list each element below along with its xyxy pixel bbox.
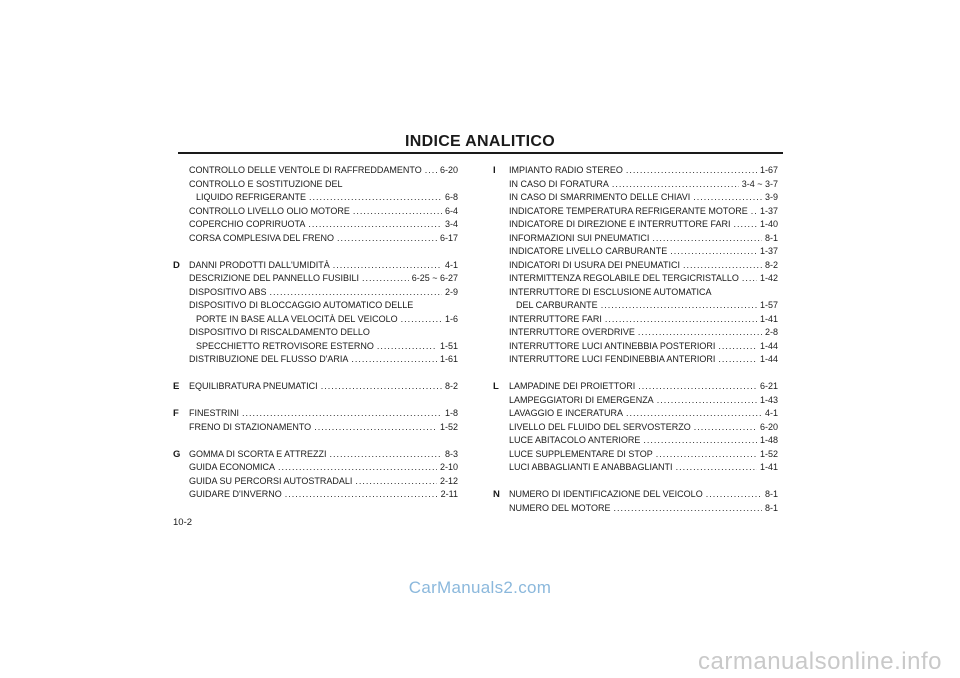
index-letter: E [173,381,180,392]
index-entry [509,272,778,286]
index-group [493,164,778,367]
page-number: 10-2 [173,517,193,528]
index-entry [189,421,458,435]
entry-page: 1-52 [439,421,458,432]
index-column-left [173,164,458,515]
entry-page: 1-41 [759,313,778,324]
entry-page: 2-9 [444,286,458,297]
dot-leader [612,178,739,192]
index-entry [509,488,778,502]
entry-text: GOMMA DI SCORTA E ATTREZZI [189,448,327,459]
index-entry [189,488,458,502]
entry-page: 1-44 [759,354,778,364]
dot-leader [683,259,762,273]
entry-page: 8-3 [444,448,458,459]
entry-page: 1-51 [439,340,458,351]
dot-leader [351,353,437,367]
index-entry [189,353,458,367]
entry-page: 2-8 [764,327,778,337]
entry-text: IMPIANTO RADIO STEREO [509,165,623,175]
entry-text: FINESTRINI [189,408,240,418]
entry-page: 1-48 [759,435,778,445]
entry-page: 8-1 [764,502,778,513]
entry-text: INDICATORE LIVELLO CARBURANTE [509,246,668,256]
index-entry [189,191,458,205]
index-entry [189,218,458,232]
entry-text: DEL CARBURANTE [516,300,598,310]
entry-text: LIVELLO DEL FLUIDO DEL SERVOSTERZO [509,421,691,432]
entry-text: CONTROLLO LIVELLO OLIO MOTORE [189,205,350,216]
index-entry [189,178,458,192]
index-group [493,488,778,515]
entry-text: INDICATORI DI USURA DEI PNEUMATICI [509,259,681,270]
index-entry [189,380,458,394]
dot-leader [614,502,762,516]
entry-text: NUMERO DEL MOTORE [509,502,611,513]
entry-page: 8-2 [444,381,458,391]
index-entry [189,286,458,300]
dot-leader [337,232,437,246]
index-entry [189,205,458,219]
index-group [173,380,458,394]
dot-leader [309,191,442,205]
index-entry [509,434,778,448]
dot-leader [638,380,757,394]
index-entry [189,326,458,340]
entry-text: DISPOSITIVO DI RISCALDAMENTO DELLO [189,327,370,337]
entry-text: GUIDA ECONOMICA [189,462,276,472]
entry-text: INTERRUTTORE FARI [509,313,602,324]
dot-leader [355,475,437,489]
index-letter: D [173,259,180,271]
entry-text: GUIDA SU PERCORSI AUTOSTRADALI [189,475,353,486]
dot-leader [656,448,757,462]
dot-leader [742,272,757,286]
entry-text: IN CASO DI SMARRIMENTO DELLE CHIAVI [509,192,691,202]
entry-page: 1-6 [444,313,458,324]
index-entry [509,461,778,475]
dot-leader [321,380,442,394]
entry-page: 1-57 [759,300,778,310]
page-title: INDICE ANALITICO [405,133,555,150]
dot-leader [353,205,442,219]
index-letter: G [173,448,181,460]
entry-page: 1-52 [759,448,778,459]
entry-text: LAMPADINE DEI PROIETTORI [509,381,636,391]
index-entry [509,448,778,462]
entry-page: 6-20 [439,165,458,175]
dot-leader [694,421,757,435]
entry-text: DANNI PRODOTTI DALL'UMIDITÀ [189,259,330,270]
index-entry [189,232,458,246]
dot-leader [693,191,762,205]
entry-page: 6-17 [439,232,458,243]
title-rule [178,152,783,154]
dot-leader [605,313,757,327]
index-entry [189,164,458,178]
entry-text: DISTRIBUZIONE DEL FLUSSO D'ARIA [189,354,349,364]
entry-page: 8-1 [764,489,778,499]
dot-leader [270,286,442,300]
dot-leader [330,448,442,462]
dot-leader [333,259,442,273]
entry-text: INTERRUTTORE LUCI FENDINEBBIA ANTERIORI [509,354,716,364]
index-entry [509,218,778,232]
index-group [173,448,458,502]
dot-leader [643,434,757,448]
entry-page: 6-20 [759,421,778,432]
dot-leader [242,407,442,421]
index-entry [189,340,458,354]
entry-text: LUCI ABBAGLIANTI E ANABBAGLIANTI [509,462,673,472]
index-entry [509,259,778,273]
entry-page: 1-8 [444,408,458,418]
entry-page: 4-1 [764,408,778,418]
entry-page: 4-1 [444,259,458,270]
index-entry [189,299,458,313]
dot-leader [626,407,762,421]
index-letter: I [493,165,496,176]
entry-text: INDICATORE TEMPERATURA REFRIGERANTE MOTORE [509,205,748,216]
dot-leader [676,461,757,475]
dot-leader [308,218,442,232]
dot-leader [401,313,442,327]
entry-page: 6-25 ~ 6-27 [411,273,458,283]
index-letter: N [493,489,500,500]
index-entry [509,353,778,367]
index-entry [189,475,458,489]
entry-text: INTERRUTTORE LUCI ANTINEBBIA POSTERIORI [509,340,716,351]
entry-page: 6-21 [759,381,778,391]
dot-leader [425,164,437,178]
index-entry [509,299,778,313]
entry-page: 1-37 [759,205,778,216]
entry-text: GUIDARE D'INVERNO [189,489,282,499]
entry-page: 3-4 ~ 3-7 [741,178,778,189]
entry-page: 8-2 [764,259,778,270]
index-entry [509,340,778,354]
entry-page: 1-67 [759,165,778,175]
entry-page: 6-8 [444,192,458,202]
carmanuals-watermark[interactable]: CarManuals2.com [408,578,552,597]
entry-page: 2-10 [439,462,458,472]
index-entry [189,461,458,475]
index-entry [509,313,778,327]
dot-leader [718,340,757,354]
index-entry [509,205,778,219]
entry-text: CONTROLLO E SOSTITUZIONE DEL [189,178,343,189]
index-entry [509,407,778,421]
entry-text: PORTE IN BASE ALLA VELOCITÀ DEL VEICOLO [196,313,398,324]
entry-page: 2-12 [439,475,458,486]
index-entry [509,421,778,435]
dot-leader [670,245,757,259]
entry-text: LIQUIDO REFRIGERANTE [196,192,307,202]
dot-leader [751,205,757,219]
index-entry [189,272,458,286]
entry-text: CONTROLLO DELLE VENTOLE DI RAFFREDDAMENTO [189,165,422,175]
entry-text: INDICATORE DI DIREZIONE E INTERRUTTORE FARI [509,219,731,229]
entry-page: 2-11 [440,489,458,499]
entry-text: LUCE SUPPLEMENTARE DI STOP [509,448,653,459]
entry-page: 1-61 [439,354,458,364]
index-entry [509,245,778,259]
dot-leader [638,326,762,340]
entry-text: DESCRIZIONE DEL PANNELLO FUSIBILI [189,273,360,283]
entry-text: INTERRUTTORE DI ESCLUSIONE AUTOMATICA [509,286,712,297]
dot-leader [278,461,437,475]
entry-page: 1-43 [759,394,778,405]
dot-leader [734,218,757,232]
index-group [173,407,458,434]
entry-text: NUMERO DI IDENTIFICAZIONE DEL VEICOLO [509,489,703,499]
index-entry [509,394,778,408]
dot-leader [601,299,757,313]
index-entry [509,191,778,205]
index-letter: L [493,381,499,392]
entry-page: 3-9 [764,192,778,202]
entry-text: CORSA COMPLESIVA DEL FRENO [189,232,335,243]
entry-page: 6-4 [444,205,458,216]
index-group [173,259,458,367]
entry-text: LAMPEGGIATORI DI EMERGENZA [509,394,654,405]
entry-text: INTERRUTTORE OVERDRIVE [509,327,635,337]
entry-page: 8-1 [764,232,778,243]
entry-page: 1-44 [759,340,778,351]
index-entry [509,502,778,516]
dot-leader [626,164,757,178]
index-entry [509,326,778,340]
index-entry [509,380,778,394]
dot-leader [652,232,762,246]
index-entry [189,313,458,327]
index-entry [509,178,778,192]
entry-page: 1-37 [759,246,778,256]
entry-text: INFORMAZIONI SUI PNEUMATICI [509,232,650,243]
index-column-right [493,164,778,529]
index-entry [189,259,458,273]
entry-text: INTERMITTENZA REGOLABILE DEL TERGICRISTALLO [509,273,739,283]
dot-leader [314,421,437,435]
entry-text: LAVAGGIO E INCERATURA [509,408,624,418]
entry-page: 1-42 [759,273,778,283]
index-entry [509,164,778,178]
entry-text: DISPOSITIVO ABS [189,286,267,297]
dot-leader [362,272,409,286]
entry-text: FRENO DI STAZIONAMENTO [189,421,312,432]
entry-text: IN CASO DI FORATURA [509,178,609,189]
index-entry [509,286,778,300]
dot-leader [657,394,757,408]
entry-text: DISPOSITIVO DI BLOCCAGGIO AUTOMATICO DELLE [189,300,414,310]
entry-page: 1-40 [759,219,778,229]
dot-leader [718,353,757,367]
entry-text: SPECCHIETTO RETROVISORE ESTERNO [196,340,374,351]
index-entry [509,232,778,246]
entry-text: EQUILIBRATURA PNEUMATICI [189,381,318,391]
carmanualsonline-watermark[interactable]: carmanualsonline.info [698,648,942,675]
index-letter: F [173,408,179,419]
dot-leader [706,488,762,502]
entry-page: 1-41 [759,462,778,472]
dot-leader [377,340,437,354]
entry-text: COPERCHIO COPRIRUOTA [189,219,306,229]
index-entry [189,407,458,421]
index-group [493,380,778,475]
dot-leader [285,488,438,502]
index-entry [189,448,458,462]
entry-page: 3-4 [444,219,458,229]
entry-text: LUCE ABITACOLO ANTERIORE [509,435,641,445]
index-group [173,164,458,245]
